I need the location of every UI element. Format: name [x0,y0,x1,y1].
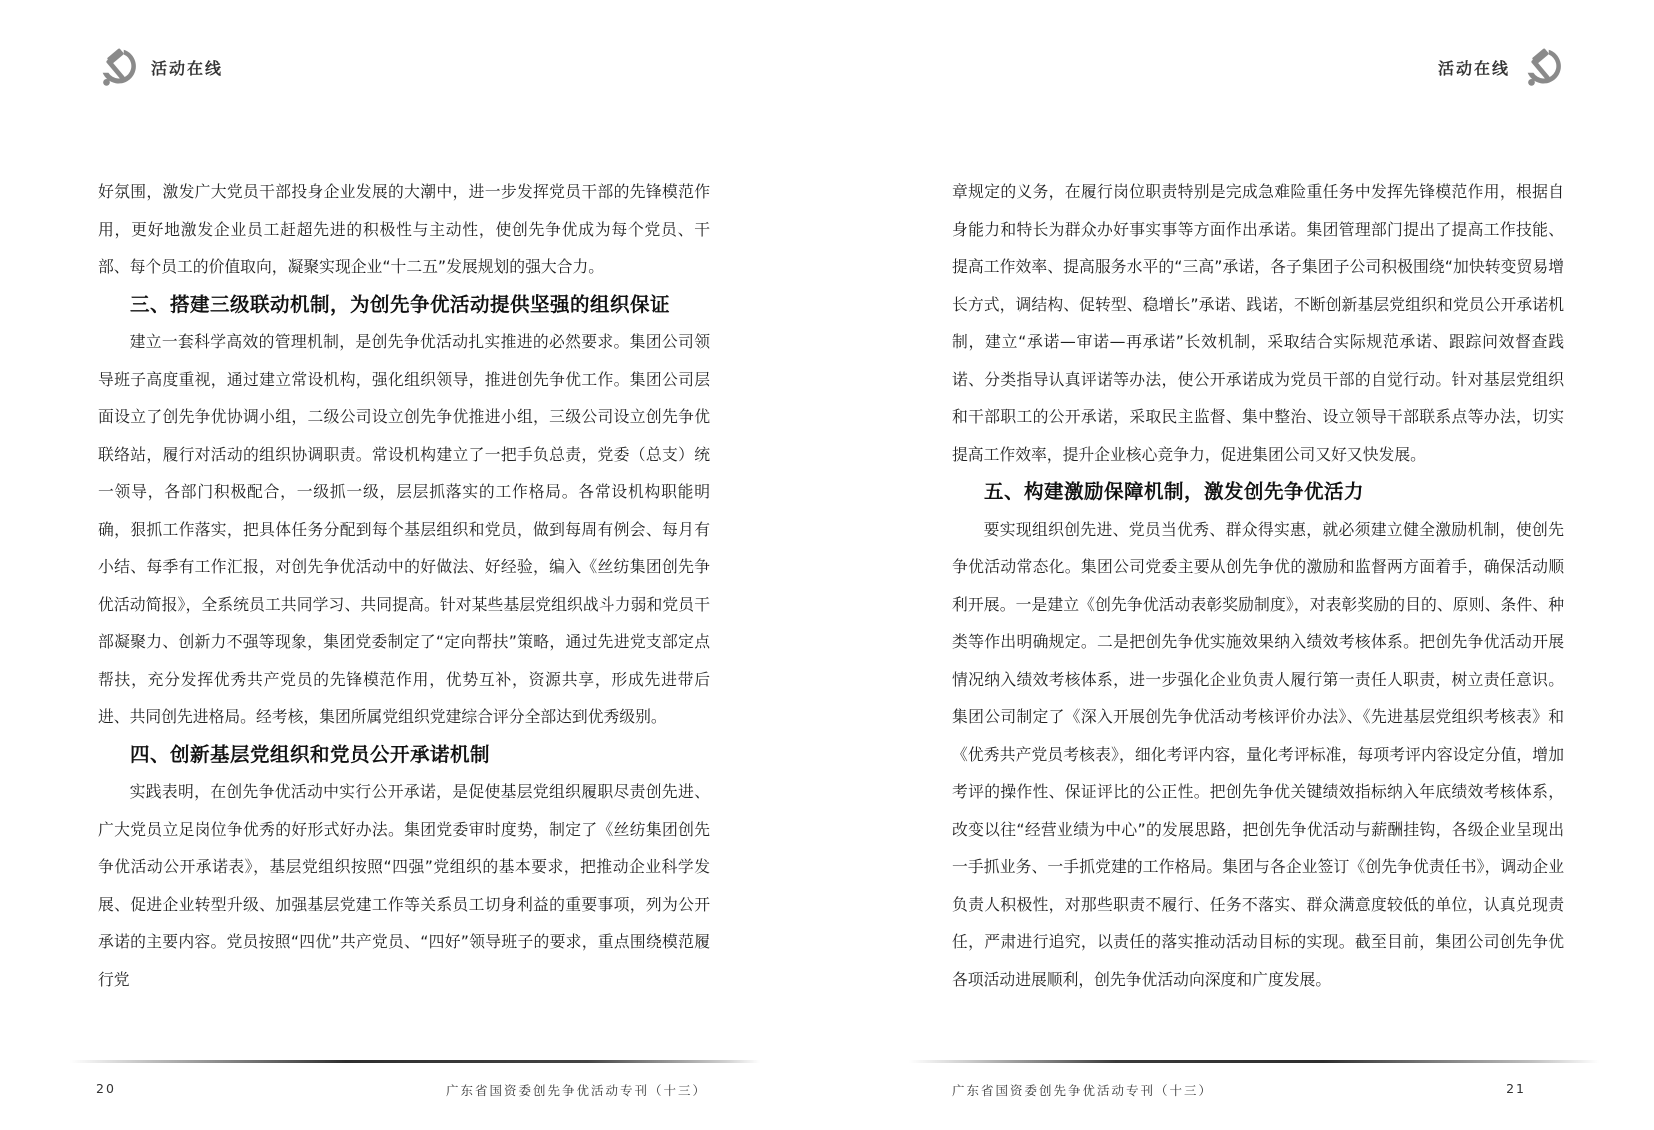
publication-title: 广东省国资委创先争优活动专刊（十三） [445,1083,707,1098]
paragraph: 实践表明，在创先争优活动中实行公开承诺，是促使基层党组织履职尽责创先进、广大党员立足岗位争优秀的好形式好办法。集团党委审时度势，制定了《丝纺集团创先争优活动公开承诺表》，基层党组织按照“四强”党组织的基本要求，把推动企业科学发展、促进企业转型升级、加强基层党建工作等关系员工切身利益的重要事项，列为公开承诺的主要内容。党员按照“四优”共产党员、“四好”领导班子的要求，重点围绕模范履行党 [98,782,710,989]
page-header [95,44,223,90]
right-page [827,0,1654,1130]
footer-divider [909,1060,1599,1063]
article-body [952,173,1564,998]
publication-title: 广东省国资委创先争优活动专刊（十三） [952,1083,1214,1098]
hammer-sickle-emblem-icon [1520,44,1566,90]
hammer-sickle-emblem-icon [95,44,141,90]
paragraph: 章规定的义务，在履行岗位职责特别是完成急难险重任务中发挥先锋模范作用，根据自身能力和特长为群众办好事实事等方面作出承诺。集团管理部门提出了提高工作技能、提高工作效率、提高服务水平的“三高”承诺，各子集团子公司积极围绕“加快转变贸易增长方式，调结构、促转型、稳增长”承诺、践诺，不断创新基层党组织和党员公开承诺机制，建立“承诺—审诺—再承诺”长效机制，采取结合实际规范承诺、跟踪问效督查践诺、分类指导认真评诺等办法，使公开承诺成为党员干部的自觉行动。针对基层党组织和干部职工的公开承诺，采取民主监督、集中整治、设立领导干部联系点等办法，切实提高工作效率，提升企业核心竞争力，促进集团公司又好又快发展。 [952,182,1564,464]
article-body [98,173,710,998]
section-heading: 三、搭建三级联动机制，为创先争优活动提供坚强的组织保证 [130,292,671,316]
page-number: 21 [1506,1081,1526,1096]
header-title: 活动在线 [1437,58,1510,78]
footer-divider [70,1060,760,1063]
page-number: 20 [96,1081,116,1096]
header-title: 活动在线 [151,58,224,78]
paragraph: 要实现组织创先进、党员当优秀、群众得实惠，就必须建立健全激励机制，使创先争优活动常态化。集团公司党委主要从创先争优的激励和监督两方面着手，确保活动顺利开展。一是建立《创先争优活动表彰奖励制度》，对表彰奖励的目的、原则、条件、种类等作出明确规定。二是把创先争优实施效果纳入绩效考核体系。把创先争优活动开展情况纳入绩效考核体系，进一步强化企业负责人履行第一责任人职责，树立责任意识。集团公司制定了《深入开展创先争优活动考核评价办法》、《先进基层党组织考核表》和《优秀共产党员考核表》，细化考评内容，量化考评标准，每项考评内容设定分值，增加考评的操作性、保证评比的公正性。把创先争优关键绩效指标纳入年底绩效考核体系，改变以往“经营业绩为中心”的发展思路，把创先争优活动与薪酬挂钩，各级企业呈现出一手抓业务、一手抓党建的工作格局。集团与各企业签订《创先争优责任书》，调动企业负责人积极性，对那些职责不履行、任务不落实、群众满意度较低的单位，认真兑现责任，严肃进行追究，以责任的落实推动活动目标的实现。截至目前，集团公司创先争优各项活动进展顺利，创先争优活动向深度和广度发展。 [952,519,1564,989]
page-header [1438,44,1566,90]
paragraph: 建立一套科学高效的管理机制，是创先争优活动扎实推进的必然要求。集团公司领导班子高度重视，通过建立常设机构，强化组织领导，推进创先争优工作。集团公司层面设立了创先争优协调小组，二级公司设立创先争优推进小组，三级公司设立创先争优联络站，履行对活动的组织协调职责。常设机构建立了一把手负总责，党委（总支）统一领导，各部门积极配合，一级抓一级，层层抓落实的工作格局。各常设机构职能明确，狠抓工作落实，把具体任务分配到每个基层组织和党员，做到每周有例会、每月有小结、每季有工作汇报，对创先争优活动中的好做法、好经验，编入《丝纺集团创先争优活动简报》，全系统员工共同学习、共同提高。针对某些基层党组织战斗力弱和党员干部凝聚力、创新力不强等现象，集团党委制定了“定向帮扶”策略，通过先进党支部定点帮扶，充分发挥优秀共产党员的先锋模范作用，优势互补，资源共享，形成先进带后进、共同创先进格局。经考核，集团所属党组织党建综合评分全部达到优秀级别。 [98,332,710,726]
paragraph: 好氛围，激发广大党员干部投身企业发展的大潮中，进一步发挥党员干部的先锋模范作用，更好地激发企业员工赶超先进的积极性与主动性，使创先争优成为每个党员、干部、每个员工的价值取向，凝聚实现企业“十二五”发展规划的强大合力。 [98,182,710,276]
section-heading: 四、创新基层党组织和党员公开承诺机制 [130,742,491,766]
section-heading: 五、构建激励保障机制，激发创先争优活力 [984,480,1365,503]
